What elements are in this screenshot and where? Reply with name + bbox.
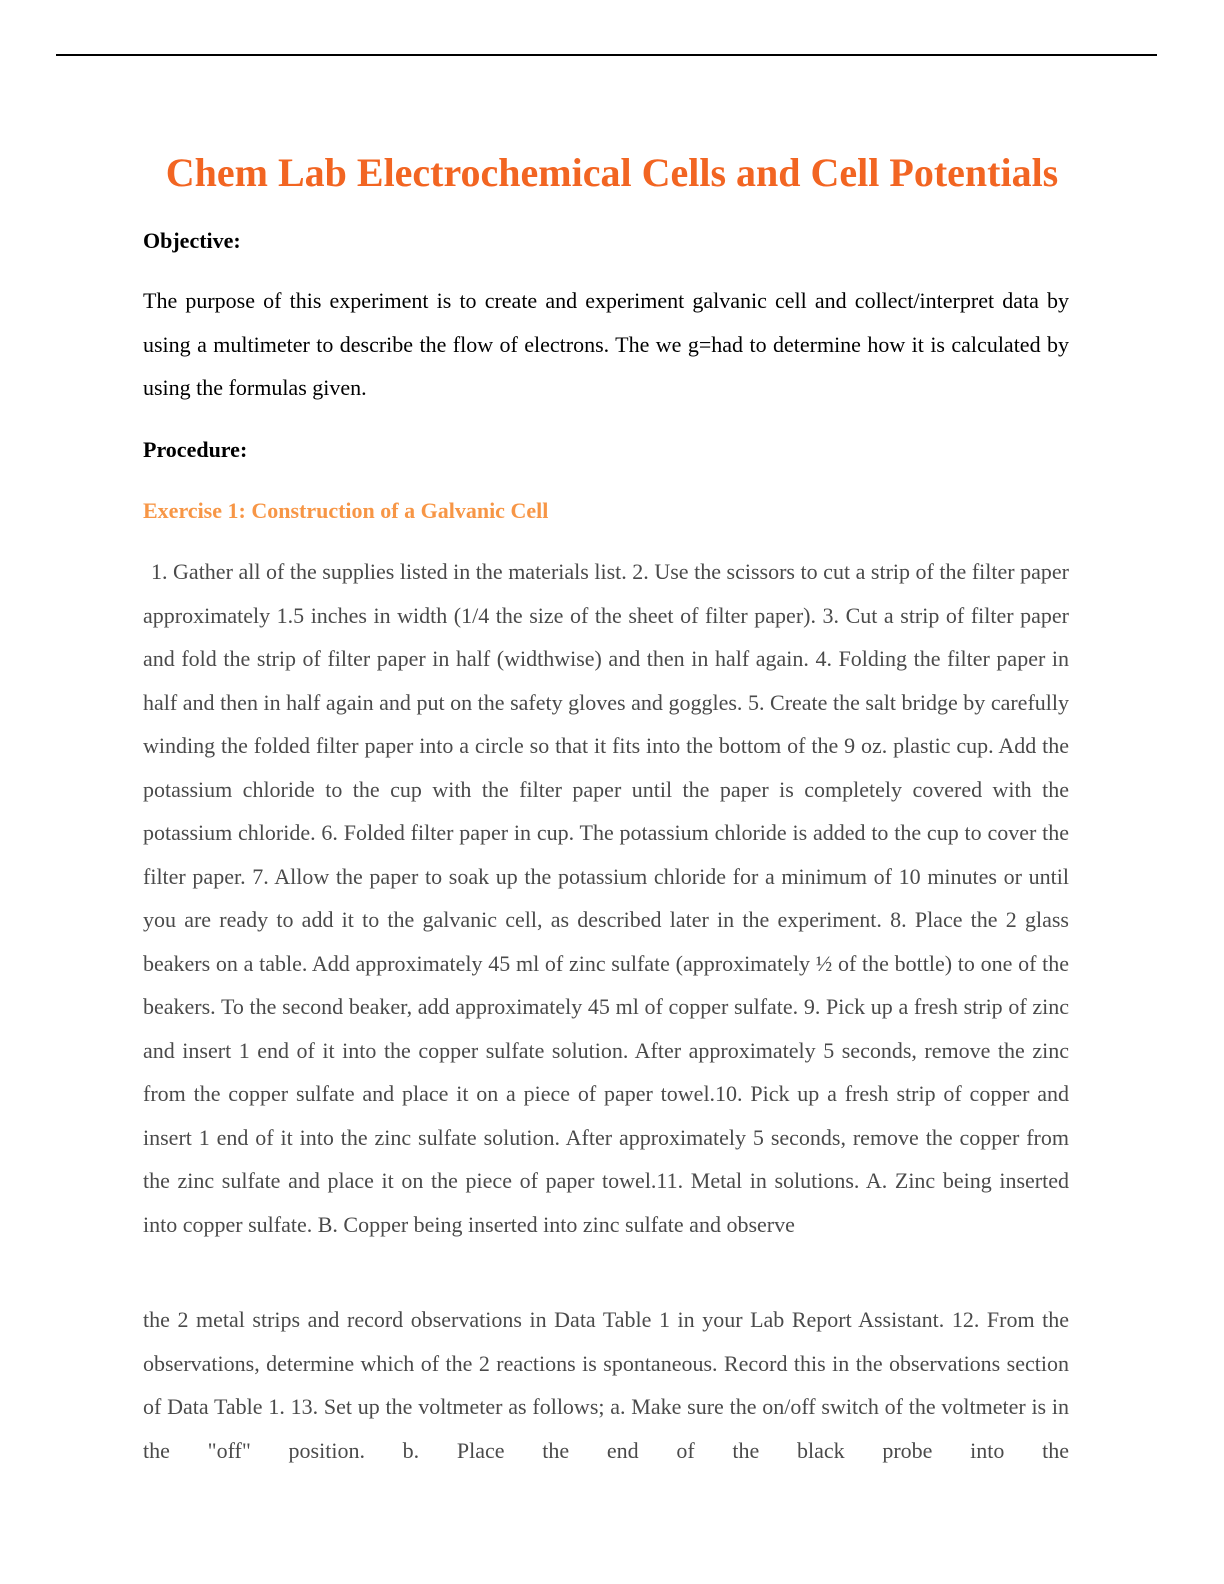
objective-heading: Objective: xyxy=(143,228,241,253)
procedure-heading: Procedure: xyxy=(143,437,248,462)
procedure-paragraph: 1. Gather all of the supplies listed in the materials list. 2. Use the scissors to cut a strip of the filter paper approximately 1.5 inches in width (1/4 the size of the sheet of filter paper). 3. Cut a strip of filter paper and fold the strip of filter paper in half (widthwise) and then in half again. 4. Folding the filter paper in half and then in half again and put on the safety gloves and goggles. 5. Create the salt bridge by carefully winding the folded filter paper into a circle so that it fits into the bottom of the 9 oz. plastic cup. Add the potassium chloride to the cup with the filter paper until the paper is completely covered with the potassium chloride. 6. Folded filter paper in cup. The potassium chloride is added to the cup to cover the filter paper. 7. Allow the paper to soak up the potassium chloride for a minimum of 10 minutes or until you are ready to add it to the galvanic cell, as described later in the experiment. 8. Place the 2 glass beakers on a table. Add approximately 45 ml of zinc sulfate (approximately ½ of the bottle) to one of the beakers. To the second beaker, add approximately 45 ml of copper sulfate. 9. Pick up a fresh strip of zinc and insert 1 end of it into the copper sulfate solution. After approximately 5 seconds, remove the zinc from the copper sulfate and place it on a piece of paper towel.10. Pick up a fresh strip of copper and insert 1 end of it into the zinc sulfate solution. After approximately 5 seconds, remove the copper from the zinc sulfate and place it on the piece of paper towel.11. Metal in solutions. A. Zinc being inserted into copper sulfate. B. Copper being inserted into zinc sulfate and observe xyxy=(143,559,1069,1237)
exercise-heading: Exercise 1: Construction of a Galvanic Cell xyxy=(143,498,549,523)
header-rule xyxy=(56,54,1157,56)
document-title: Chem Lab Electrochemical Cells and Cell Potentials xyxy=(165,150,1059,195)
objective-paragraph: The purpose of this experiment is to create and experiment galvanic cell and collect/interpret data by using a multimeter to describe the flow of electrons. The we g=had to determine how it is calculated by using the formulas given. xyxy=(143,288,1069,400)
procedure-paragraph-continued: the 2 metal strips and record observations in Data Table 1 in your Lab Report Assistant. 12. From the observations, determine which of the 2 reactions is spontaneous. Record this in the observations section of Data Table 1. 13. Set up the voltmeter as follows; a. Make sure the on/off switch of the voltmeter is in the "off" position. b. Place the end of the black probe into the xyxy=(143,1307,1069,1463)
